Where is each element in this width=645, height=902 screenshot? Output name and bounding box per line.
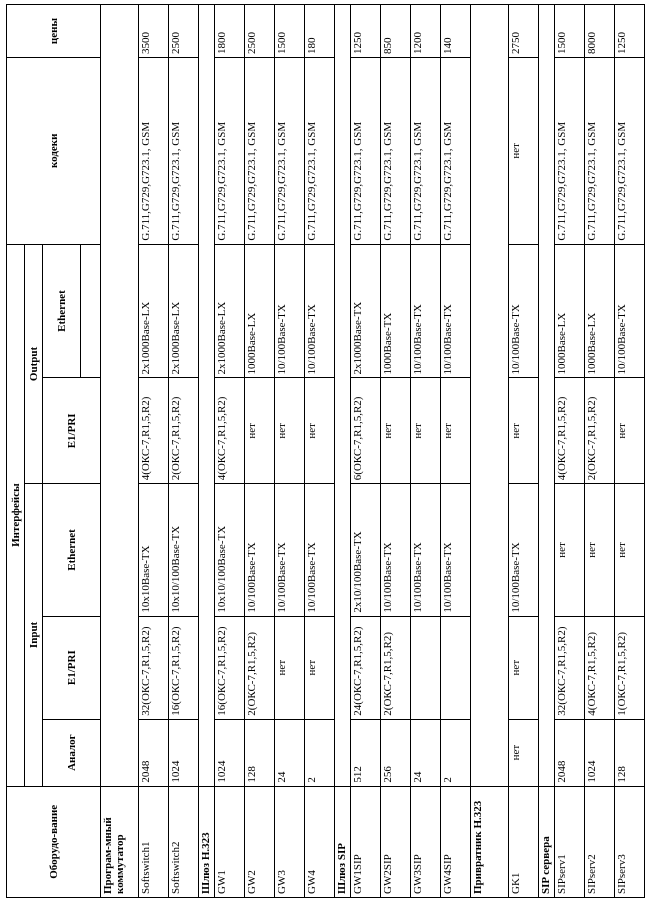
equipment-name: SIPserv2 [585,786,615,897]
analog-count: 24 [411,719,441,786]
input-e1pri: 1(ОКС-7,R1,5,R2) [615,616,645,719]
price: 3500 [139,5,169,58]
output-e1pri: нет [615,378,645,484]
output-e1pri: 6(ОКС-7,R1,5,R2) [351,378,381,484]
analog-count: 2 [305,719,335,786]
codecs: G.711,G729,G723.1, GSM [139,57,169,244]
header-output: Output [25,244,43,484]
price: 180 [305,5,335,58]
codecs: G.711,G729,G723.1, GSM [275,57,305,244]
equipment-table [6,4,645,898]
input-ethernet: 10/100Base-TX [275,484,305,616]
output-e1pri: нет [305,378,335,484]
output-ethernet: 1000Base-LX [555,244,585,378]
table-row [585,5,615,898]
output-ethernet: 10/100Base-TX [305,244,335,378]
analog-count: 2048 [555,719,585,786]
header-codecs: кодеки [7,57,101,244]
table-row [381,5,411,898]
input-e1pri [441,616,471,719]
output-e1pri: 4(ОКС-7,R1,5,R2) [215,378,245,484]
output-ethernet: 2x1000Base-LX [139,244,169,378]
group-row [471,5,509,898]
output-ethernet: 10/100Base-TX [275,244,305,378]
table-row [615,5,645,898]
header-output-ethernet: Ethernet [43,244,81,378]
output-ethernet: 1000Base-LX [585,244,615,378]
input-e1pri: 32(ОКС-7,R1,5,R2) [555,616,585,719]
analog-count: 24 [275,719,305,786]
group-label: Програм-мный коммутатор [101,786,139,897]
price: 2500 [245,5,275,58]
codecs: G.711,G729,G723.1, GSM [381,57,411,244]
group-row-blank [539,5,555,787]
equipment-name: GW4SIP [441,786,471,897]
header-interfaces: Интерфейсы [7,244,25,786]
codecs: G.711,G729,G723.1, GSM [215,57,245,244]
output-ethernet: 2x1000Base-LX [169,244,199,378]
input-ethernet: нет [615,484,645,616]
codecs: G.711,G729,G723.1, GSM [615,57,645,244]
group-row [335,5,351,898]
price: 1500 [555,5,585,58]
analog-count: 1024 [585,719,615,786]
price: 140 [441,5,471,58]
codecs: G.711,G729,G723.1, GSM [305,57,335,244]
input-ethernet: 10/100Base-TX [381,484,411,616]
analog-count: 128 [245,719,275,786]
equipment-name: GK1 [509,786,539,897]
equipment-name: SIPserv1 [555,786,585,897]
price: 1200 [411,5,441,58]
equipment-name: Softswitch2 [169,786,199,897]
output-e1pri: нет [275,378,305,484]
output-ethernet: 2x1000Base-LX [215,244,245,378]
price: 1800 [215,5,245,58]
group-label: Привратник H.323 [471,786,509,897]
analog-count: нет [509,719,539,786]
analog-count: 2048 [139,719,169,786]
codecs: G.711,G729,G723.1, GSM [441,57,471,244]
output-e1pri: нет [381,378,411,484]
input-ethernet: нет [585,484,615,616]
price: 2500 [169,5,199,58]
header-input-e1pri: E1/PRI [43,616,101,719]
input-e1pri: нет [275,616,305,719]
header-output-ethernet-blank [81,244,101,378]
equipment-name: GW2 [245,786,275,897]
input-e1pri: 2(ОКС-7,R1,5,R2) [245,616,275,719]
table-row [275,5,305,898]
codecs: G.711,G729,G723.1, GSM [585,57,615,244]
input-e1pri: 32(ОКС-7,R1,5,R2) [139,616,169,719]
header-prices: цены [7,5,101,58]
equipment-name: GW2SIP [381,786,411,897]
input-ethernet: 10/100Base-TX [509,484,539,616]
output-e1pri: 4(ОКС-7,R1,5,R2) [139,378,169,484]
codecs: G.711,G729,G723.1, GSM [555,57,585,244]
output-ethernet: 1000Base-LX [245,244,275,378]
table-row [305,5,335,898]
codecs: G.711,G729,G723.1, GSM [245,57,275,244]
input-ethernet: 10/100Base-TX [411,484,441,616]
group-row [199,5,215,898]
analog-count: 1024 [215,719,245,786]
table-row [245,5,275,898]
input-ethernet: 10x10/100Base-TX [169,484,199,616]
group-row-blank [199,5,215,787]
group-row [539,5,555,898]
price: 8000 [585,5,615,58]
equipment-name: GW3 [275,786,305,897]
codecs: G.711,G729,G723.1, GSM [169,57,199,244]
input-e1pri: 4(ОКС-7,R1,5,R2) [585,616,615,719]
output-e1pri: нет [245,378,275,484]
output-ethernet: 10/100Base-TX [441,244,471,378]
table-row [441,5,471,898]
equipment-name: GW1SIP [351,786,381,897]
codecs: G.711,G729,G723.1, GSM [411,57,441,244]
input-ethernet: нет [555,484,585,616]
table-body [101,5,645,898]
header-output-e1pri: E1/PRI [43,378,101,484]
price: 850 [381,5,411,58]
input-e1pri: 24(ОКС-7,R1,5,R2) [351,616,381,719]
input-e1pri [411,616,441,719]
equipment-name: GW1 [215,786,245,897]
output-e1pri: 2(ОКС-7,R1,5,R2) [169,378,199,484]
price: 1250 [351,5,381,58]
table-row [139,5,169,898]
input-ethernet: 10/100Base-TX [441,484,471,616]
output-e1pri: нет [411,378,441,484]
input-e1pri: 16(ОКС-7,R1,5,R2) [215,616,245,719]
header-input: Input [25,484,43,786]
table-row [169,5,199,898]
equipment-name: GW4 [305,786,335,897]
input-e1pri: 2(ОКС-7,R1,5,R2) [381,616,411,719]
group-label: Шлюз SIP [335,786,351,897]
header-input-ethernet: Ethernet [43,484,101,616]
input-ethernet: 10x10/100Base-TX [215,484,245,616]
table-row [215,5,245,898]
output-ethernet: 10/100Base-TX [509,244,539,378]
table-row [411,5,441,898]
analog-count: 2 [441,719,471,786]
analog-count: 1024 [169,719,199,786]
group-row-blank [101,5,139,787]
codecs: нет [509,57,539,244]
table-row [509,5,539,898]
input-e1pri: 16(ОКС-7,R1,5,R2) [169,616,199,719]
output-ethernet: 2x1000Base-TX [351,244,381,378]
output-ethernet: 10/100Base-TX [411,244,441,378]
analog-count: 128 [615,719,645,786]
header-analog: Аналог [43,719,101,786]
input-ethernet: 2x10/100Base-TX [351,484,381,616]
price: 1500 [275,5,305,58]
output-e1pri: 2(ОКС-7,R1,5,R2) [585,378,615,484]
group-label: SIP сервера [539,786,555,897]
price: 2750 [509,5,539,58]
group-row [101,5,139,898]
table-row [555,5,585,898]
price: 1250 [615,5,645,58]
codecs: G.711,G729,G723.1, GSM [351,57,381,244]
analog-count: 256 [381,719,411,786]
input-ethernet: 10x10Base-TX [139,484,169,616]
group-row-blank [335,5,351,787]
analog-count: 512 [351,719,381,786]
table-row [351,5,381,898]
output-ethernet: 10/100Base-TX [615,244,645,378]
input-e1pri: нет [509,616,539,719]
equipment-name: SIPserv3 [615,786,645,897]
output-e1pri: нет [509,378,539,484]
group-row-blank [471,5,509,787]
input-ethernet: 10/100Base-TX [305,484,335,616]
input-e1pri: нет [305,616,335,719]
equipment-name: Softswitch1 [139,786,169,897]
equipment-name: GW3SIP [411,786,441,897]
output-ethernet: 1000Base-TX [381,244,411,378]
header-equipment: Оборудо-вание [7,786,101,897]
output-e1pri: нет [441,378,471,484]
table-header [7,5,101,898]
output-e1pri: 4(ОКС-7,R1,5,R2) [555,378,585,484]
input-ethernet: 10/100Base-TX [245,484,275,616]
group-label: Шлюз H.323 [199,786,215,897]
